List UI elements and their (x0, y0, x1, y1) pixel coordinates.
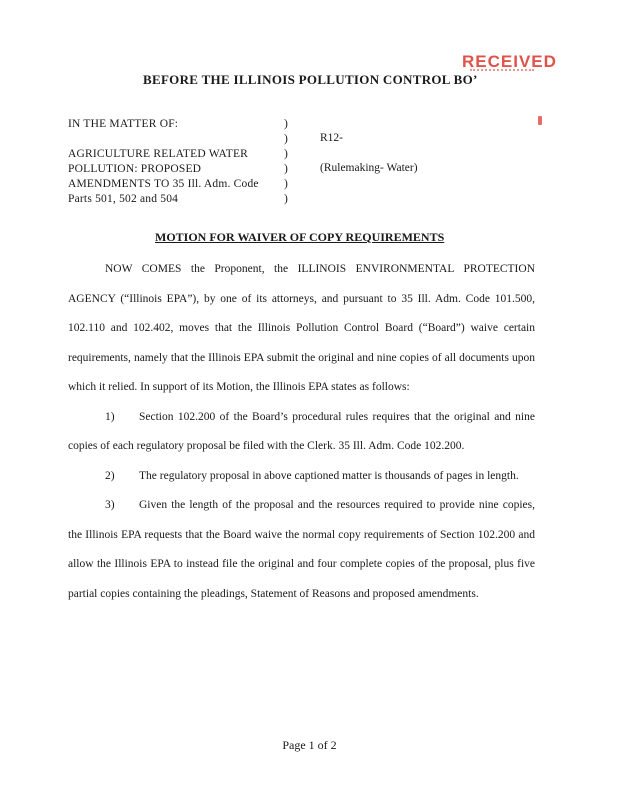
motion-title: MOTION FOR WAIVER OF COPY REQUIREMENTS (155, 230, 445, 244)
caption-matter-block (68, 117, 259, 207)
paragraph-number: 3) (105, 499, 115, 511)
caption-paren: ) (284, 148, 288, 160)
paragraph-number: 1) (105, 410, 115, 423)
received-stamp (462, 52, 557, 74)
numbered-paragraph (68, 491, 535, 609)
caption-line-subject: POLLUTION: PROPOSED (68, 163, 202, 175)
numbered-paragraph (68, 403, 535, 462)
stamp-ink-mark (538, 116, 542, 125)
caption-paren: ) (284, 133, 288, 145)
paragraph-text: Given the length of the proposal and the resources required to provide nine copies, the Illinois EPA requests that the Board waive the normal copy requirements of Section 102.200 and allow the Illinois EPA to instead file the original and four complete copies of the proposal, plus five partial copies containing the pleadings, Statement of Reasons and proposed amendments. (68, 499, 535, 600)
caption-paren: ) (284, 178, 288, 190)
caption-line-subject: Parts 501, 502 and 504 (68, 193, 179, 205)
caption-line-subject: AGRICULTURE RELATED WATER (68, 148, 249, 160)
caption-line-subject: AMENDMENTS TO 35 Ill. Adm. Code (68, 178, 259, 190)
numbered-paragraph (68, 462, 535, 492)
document-header-title: BEFORE THE ILLINOIS POLLUTION CONTROL BO’ (143, 72, 478, 87)
paragraph-text: The regulatory proposal in above captioned matter is thousands of pages in length. (139, 469, 519, 482)
received-stamp-text: RECEIVED (462, 52, 557, 71)
rulemaking-type: (Rulemaking- Water) (320, 162, 418, 174)
intro-paragraph: NOW COMES the Proponent, the ILLINOIS ENVIRONMENTAL PROTECTION AGENCY (“Illinois EPA”), by one of its attorneys, and pursuant to 35 Ill. Adm. Code 101.500, 102.110 and 102.402, moves that the Illinois Pollution Control Board (“Board”) waive certain requirements, namely that the Illinois EPA submit the original and nine copies of all documents upon which it relied. In support of its Motion, the Illinois EPA states as follows: (68, 263, 535, 393)
stamp-subtext-mark (470, 69, 534, 76)
page-number: Page 1 of 2 (282, 738, 337, 752)
caption-line-matter: IN THE MATTER OF: (68, 118, 179, 130)
docket-number: R12- (320, 132, 343, 144)
caption-parenthesis-column (284, 117, 288, 207)
caption-paren: ) (284, 163, 288, 175)
paragraph-number: 2) (105, 469, 115, 482)
motion-body (68, 255, 535, 609)
caption-paren: ) (284, 118, 288, 130)
caption-paren: ) (284, 193, 288, 205)
paragraph-text: Section 102.200 of the Board’s procedural rules requires that the original and nine copies of each regulatory proposal be filed with the Clerk. 35 Ill. Adm. Code 102.200. (68, 410, 535, 452)
caption-docket-block (320, 131, 418, 176)
